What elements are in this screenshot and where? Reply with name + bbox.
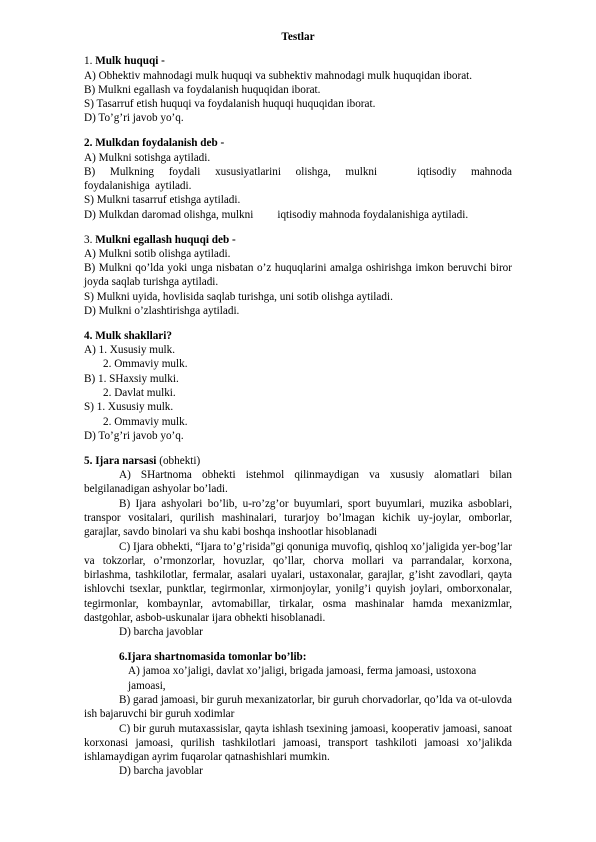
question-3-number: 3.	[84, 233, 96, 246]
question-5-option-b: B) Ijara ashyolari bo’lib, u-ro’zg’or buyumlari, sport buyumlari, muzika asboblari, transpor vositalari, qurilish mashinalari, turarjoy bo’lmagan kichik uy-joylar, omborlar, garajlar, savdo binolari va shu kabi boshqa inshootlar hisoblanadi	[84, 497, 512, 539]
question-4-option-d: D) To’g’ri javob yo’q.	[84, 429, 184, 442]
question-3-option-s: S) Mulkni uyida, hovlisida saqlab turishga, uni sotib olishga aytiladi.	[84, 290, 393, 303]
question-5-option-c: C) Ijara obhekti, “Ijara to’g’risida”gi qonuniga muvofiq, qishloq xo’jaligida yer-bog’lar va tokzorlar, o’rmonzorlar, hovuzlar, qo’llar, chorva mollari va parrandalar, korxona, birlashma, tashkilotlar, fermalar, asalari uyalari, ustaxonalar, garajlar, g’isht zavodlari, qayta ishlovchi tsexlar, punktlar, tegirmonlar, xirmonjoylar, yonilg’i quyish joylari, omborxonalar, tegirmonlar, kombaynlar, avtomabillar, tirkalar, osma mashinalar hamda mexanizmlar, dastgohlar, asbob-uskunalar ijara obhekti hisoblanadi.	[84, 540, 512, 624]
question-2-option-b	[84, 165, 512, 194]
question-2-option-b-part2: iqtisodiy mahnoda foydalanishiga aytiladi.	[84, 165, 512, 193]
question-4-title: 4. Mulk shakllari?	[84, 329, 172, 342]
question-6-option-b: B) garad jamoasi, bir guruh mexanizatorlar, bir guruh chorvadorlar, qo’lda va ot-ulovda ish bajaruvchi bir guruh xodimlar	[84, 693, 512, 721]
question-3-option-a: A) Mulkni sotib olishga aytiladi.	[84, 247, 231, 260]
question-4-option-a-2: 2. Ommaviy mulk.	[103, 358, 188, 371]
question-2-option-s: S) Mulkni tasarruf etishga aytiladi.	[84, 194, 241, 207]
page-title: Testlar	[281, 31, 315, 43]
question-4-option-b-1: B) 1. SHaxsiy mulki.	[84, 372, 179, 385]
question-1-number: 1.	[84, 55, 96, 68]
question-1-heading	[84, 54, 512, 68]
question-3-heading	[84, 233, 512, 247]
question-3-option-b: B) Mulkni qo’lda yoki unga nisbatan o’z huquqlarini amalga oshirishga imkon beruvchi biror joyda saqlab turishga aytiladi.	[84, 262, 512, 289]
question-4	[84, 329, 512, 443]
question-6-option-c: C) bir guruh mutaxassislar, qayta ishlash tsexining jamoasi, kooperativ jamoasi, sanoat korxonasi jamoasi, qurilish tashkilotlari jamoasi, transport tashkiloti jamoasi xo’jalikda ishlamaydigan ayrim fuqarolar qatnashishlari mumkin.	[84, 722, 512, 764]
question-1-option-a: A) Obhektiv mahnodagi mulk huquqi va subhektiv mahnodagi mulk huquqidan iborat.	[84, 69, 473, 82]
question-1-option-d: D) To’g’ri javob yo’q.	[84, 112, 184, 125]
question-6	[84, 650, 512, 779]
question-4-option-a-1: A) 1. Xususiy mulk.	[84, 344, 176, 357]
question-4-option-b-2: 2. Davlat mulki.	[103, 387, 176, 400]
question-4-option-s-2: 2. Ommaviy mulk.	[103, 415, 188, 428]
question-6-option-d: D) barcha javoblar	[119, 765, 203, 778]
question-3-option-d: D) Mulkni o’zlashtirishga aytiladi.	[84, 305, 240, 318]
question-5-option-a: A) SHartnoma obhekti istehmol qilinmaydigan va xususiy alomatlari bilan belgilanadigan ashyolar bo’ladi.	[84, 469, 512, 496]
question-2-option-d-part2: iqtisodiy mahnoda foydalanishiga aytiladi.	[277, 208, 469, 221]
question-6-title: 6.Ijara shartnomasida tomonlar bo’lib:	[119, 651, 307, 664]
question-2-option-b-part1: B) Mulkning foydali xususiyatlarini olishga, mulkni	[84, 165, 378, 178]
question-1	[84, 54, 512, 125]
question-5-title-suffix: (obhekti)	[156, 454, 201, 467]
question-1-option-b: B) Mulkni egallash va foydalanish huquqidan iborat.	[84, 83, 321, 96]
question-2	[84, 136, 512, 222]
question-2-option-a: A) Mulkni sotishga aytiladi.	[84, 151, 211, 164]
question-5-title: 5. Ijara narsasi	[84, 454, 157, 467]
question-6-option-a: A) jamoa xo’jaligi, davlat xo’jaligi, brigada jamoasi, ferma jamoasi, ustoxona jamoasi,	[128, 665, 477, 692]
question-4-option-s-1: S) 1. Xususiy mulk.	[84, 401, 174, 414]
question-1-title: Mulk huquqi -	[95, 55, 165, 68]
question-1-option-s: S) Tasarruf etish huquqi va foydalanish huquqi huquqidan iborat.	[84, 98, 376, 111]
question-5-heading	[84, 454, 512, 468]
question-5-option-d: D) barcha javoblar	[119, 626, 203, 639]
question-3	[84, 233, 512, 319]
question-2-option-d-part1: D) Mulkdan daromad olishga, mulkni	[84, 208, 254, 221]
question-2-option-d	[84, 208, 512, 222]
question-3-title: Mulkni egallash huquqi deb -	[95, 233, 236, 246]
question-5	[84, 454, 512, 640]
question-2-title: 2. Mulkdan foydalanish deb -	[84, 137, 225, 150]
document-page	[84, 30, 512, 779]
